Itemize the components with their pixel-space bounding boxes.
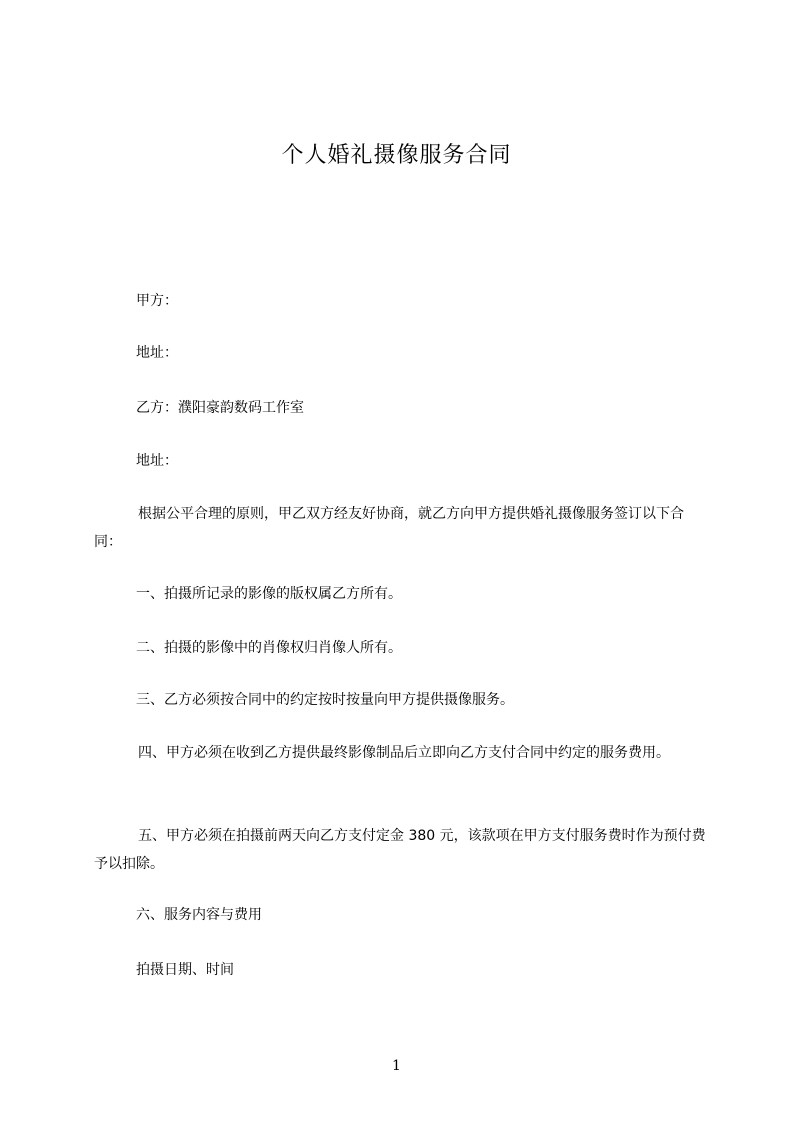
party-a-label: 甲方： <box>136 293 178 309</box>
clause-3: 三、乙方必须按合同中的约定按时按量向甲方提供摄像服务。 <box>136 692 514 708</box>
clause-1: 一、拍摄所记录的影像的版权属乙方所有。 <box>136 586 402 602</box>
shooting-date-label: 拍摄日期、时间 <box>136 962 234 978</box>
page-number: 1 <box>392 1058 401 1074</box>
intro-text: 根据公平合理的原则，甲乙双方经友好协商，就乙方向甲方提供婚礼摄像服务签订以下合同： <box>94 506 684 550</box>
document-title: 个人婚礼摄像服务合同 <box>281 143 512 168</box>
clause-2: 二、拍摄的影像中的肖像权归肖像人所有。 <box>136 640 402 656</box>
intro-paragraph <box>94 500 706 556</box>
clause-4 <box>94 739 706 767</box>
party-b-address-label: 地址： <box>136 453 178 469</box>
clause-4-text: 四、甲方必须在收到乙方提供最终影像制品后立即向乙方支付合同中约定的服务费用。 <box>138 745 670 761</box>
clause-5-text: 五、甲方必须在拍摄前两天向乙方支付定金 380 元，该款项在甲方支付服务费时作为预付费予以扣除。 <box>94 828 706 872</box>
party-b-line: 乙方：濮阳豪韵数码工作室 <box>136 400 304 416</box>
party-a-address-label: 地址： <box>136 345 178 361</box>
clause-6: 六、服务内容与费用 <box>136 907 262 923</box>
clause-5 <box>94 822 706 878</box>
